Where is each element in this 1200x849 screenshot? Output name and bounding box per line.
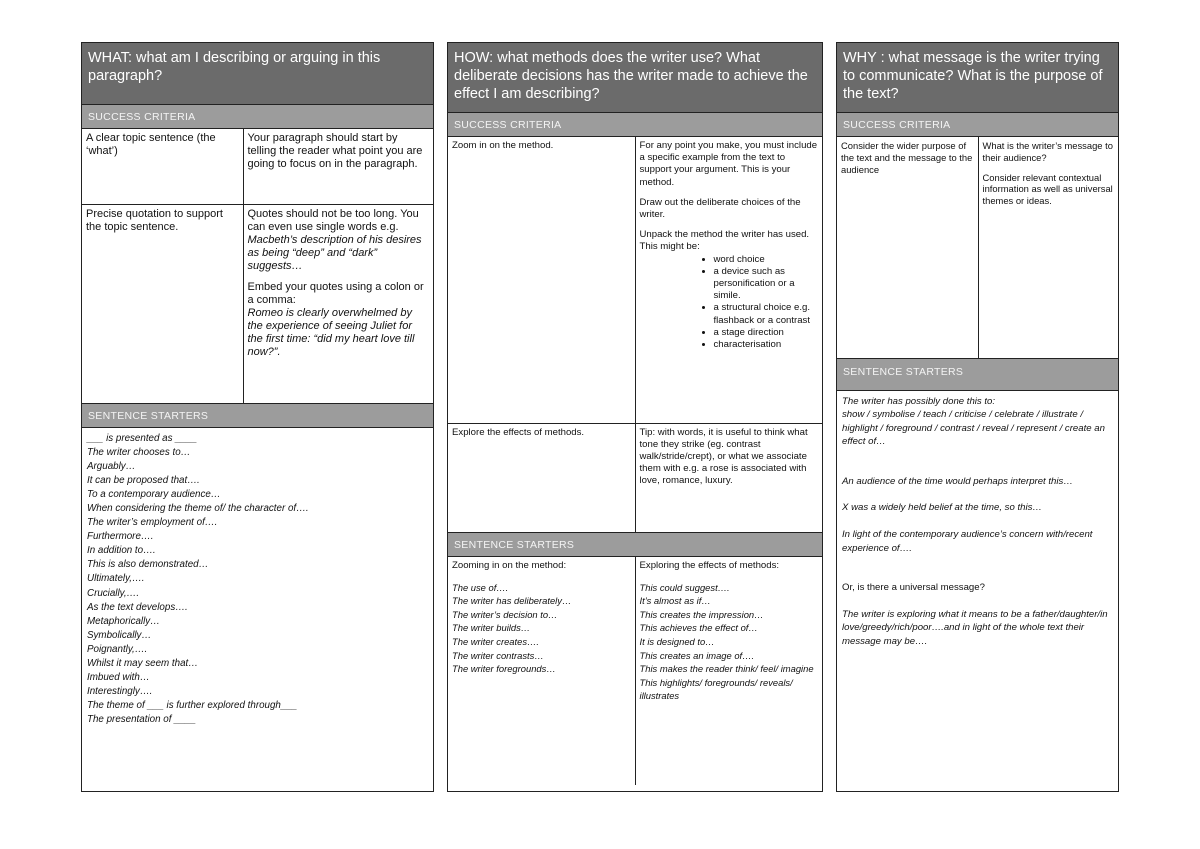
why-starter-intro: The writer has possibly done this to: (842, 395, 996, 407)
list-item: • characterisation (714, 339, 819, 351)
table-row (448, 423, 822, 532)
list-item: This creates the impression… (639, 608, 764, 620)
list-item: Crucially,…. (87, 587, 140, 599)
list-item: This highlights/ foregrounds/ reveals/ illustrates (639, 676, 793, 702)
what-success-table (82, 129, 433, 404)
list-item: When considering the theme of/ the character of…. (87, 502, 309, 514)
list-item: The writer foregrounds… (452, 663, 556, 675)
list-item: The theme of ___ is further explored through___ (87, 700, 298, 712)
why-header: WHY : what message is the writer trying to communicate? What is the purpose of the text? (837, 43, 1118, 113)
list-item: Interestingly…. (87, 686, 153, 698)
table-row (82, 129, 433, 204)
list-item: ___ is presented as ____ (87, 432, 198, 444)
how-starters-left (448, 557, 635, 785)
what-success-criteria-label: SUCCESS CRITERIA (82, 105, 433, 129)
embed-advice: Embed your quotes using a colon or a comma: (247, 280, 424, 306)
how-starters-table (448, 557, 822, 785)
how-success-table (448, 137, 822, 533)
table-row (837, 137, 1118, 358)
list-item: Imbued with… (87, 672, 150, 684)
list-item: This makes the reader think/ feel/ imagine (639, 663, 814, 675)
list-item: Whilst it may seem that… (87, 658, 199, 669)
how-header: HOW: what methods does the writer use? What deliberate decisions has the writer made to achieve the effect I am describing? (448, 43, 822, 113)
list-item: It can be proposed that…. (87, 474, 200, 486)
how-criterion-effects-detail: Tip: with words, it is useful to think what tone they strike (eg. contrast walk/stride/crept), or what we associate them with e.g. a rose is associated with love, romance, luxury. (635, 423, 822, 532)
list-item: • a structural choice e.g. flashback or a contrast (714, 302, 819, 326)
how-right-heading: Exploring the effects of methods: (639, 559, 780, 571)
list-item: The writer builds… (452, 622, 531, 634)
list-item: Arguably… (87, 460, 136, 472)
method-bullet-list (640, 254, 819, 352)
list-item: The writer has deliberately… (452, 595, 572, 607)
table-row (448, 557, 822, 785)
how-criterion-zoom: Zoom in on the method. (448, 137, 635, 423)
how-starters-right (635, 557, 822, 785)
list-item: The writer contrasts… (452, 649, 544, 661)
table-row (82, 204, 433, 403)
what-sentence-starters-label: SENTENCE STARTERS (82, 404, 433, 428)
why-message-question: What is the writer’s message to their audience? (982, 140, 1113, 163)
how-left-heading: Zooming in on the method: (452, 559, 567, 571)
list-item: The presentation of ____ (87, 714, 196, 726)
list-item: Furthermore…. (87, 531, 154, 543)
list-item: In addition to…. (87, 545, 156, 557)
why-starter-universal: Or, is there a universal message? (842, 582, 985, 594)
list-item: • word choice (714, 254, 819, 266)
list-item: This could suggest…. (639, 581, 730, 593)
why-sentence-starters-label: SENTENCE STARTERS (837, 359, 1118, 391)
how-left-starters (452, 581, 631, 676)
list-item: This is also demonstrated… (87, 559, 209, 571)
what-starters-list (82, 428, 433, 732)
how-criterion-zoom-detail (635, 137, 822, 423)
embed-example: Romeo is clearly overwhelmed by the experience of seeing Juliet for the first time: “did my heart love till now?”. (247, 306, 415, 358)
how-panel (447, 42, 823, 792)
how-criterion-effects: Explore the effects of methods. (448, 423, 635, 532)
list-item: • a stage direction (714, 327, 819, 339)
how-sentence-starters-label: SENTENCE STARTERS (448, 533, 822, 557)
list-item: Poignantly,…. (87, 643, 148, 655)
why-criterion-purpose: Consider the wider purpose of the text and the message to the audience (837, 137, 978, 358)
quote-advice: Quotes should not be too long. You can even use single words e.g. (247, 207, 419, 233)
what-criterion-quotation-detail (243, 204, 433, 403)
list-item: This creates an image of…. (639, 649, 755, 661)
quote-example: Macbeth’s description of his desires as being “deep” and “dark” suggests… (247, 233, 422, 272)
why-starter-exploring: The writer is exploring what it means to be a father/daughter/in love/greedy/rich/poor….and in light of the whole text their message may be…. (842, 608, 1108, 648)
list-item: • a device such as personification or a simile. (714, 266, 819, 303)
list-item: The writer’s employment of…. (87, 517, 218, 529)
list-item: Symbolically… (87, 629, 152, 641)
list-item: Ultimately,…. (87, 573, 145, 585)
what-criterion-topic-detail: Your paragraph should start by telling the reader what point you are going to focus on in the paragraph. (243, 129, 433, 204)
list-item: The writer creates…. (452, 636, 540, 648)
zoom-para-2: Draw out the deliberate choices of the writer. (639, 196, 801, 221)
list-item: This achieves the effect of… (639, 622, 758, 634)
list-item: Metaphorically… (87, 615, 160, 627)
why-panel (836, 42, 1119, 792)
why-criterion-purpose-detail (978, 137, 1118, 358)
why-starter-belief: X was a widely held belief at the time, so this… (842, 502, 1042, 514)
what-header: WHAT: what am I describing or arguing in this paragraph? (82, 43, 433, 105)
list-item: As the text develops…. (87, 601, 188, 613)
list-item: To a contemporary audience… (87, 488, 221, 500)
what-criterion-topic: A clear topic sentence (the ‘what’) (82, 129, 243, 204)
how-success-criteria-label: SUCCESS CRITERIA (448, 113, 822, 137)
list-item: It is designed to… (639, 636, 715, 648)
why-starter-contemporary: In light of the contemporary audience’s concern with/recent experience of…. (842, 529, 1093, 554)
zoom-para-3: Unpack the method the writer has used. This might be: (639, 229, 810, 253)
what-criterion-quotation: Precise quotation to support the topic sentence. (82, 204, 243, 403)
list-item: It’s almost as if… (639, 595, 711, 607)
why-starter-audience: An audience of the time would perhaps interpret this… (842, 475, 1073, 487)
table-row (448, 137, 822, 423)
why-starters (837, 391, 1118, 653)
list-item: The use of…. (452, 581, 509, 593)
why-starter-verbs: show / symbolise / teach / criticise / celebrate / illustrate / highlight / foreground / contrast / reveal / represent / create an effect of… (842, 409, 1105, 448)
why-success-table (837, 137, 1118, 359)
why-context-advice: Consider relevant contextual information as well as universal themes or ideas. (982, 171, 1113, 207)
zoom-para-1: For any point you make, you must include a specific example from the text to support your argument. This is your method. (639, 140, 818, 188)
list-item: The writer’s decision to… (452, 608, 558, 620)
why-success-criteria-label: SUCCESS CRITERIA (837, 113, 1118, 137)
list-item: The writer chooses to… (87, 446, 191, 458)
what-panel (81, 42, 434, 792)
how-right-starters (640, 581, 819, 703)
